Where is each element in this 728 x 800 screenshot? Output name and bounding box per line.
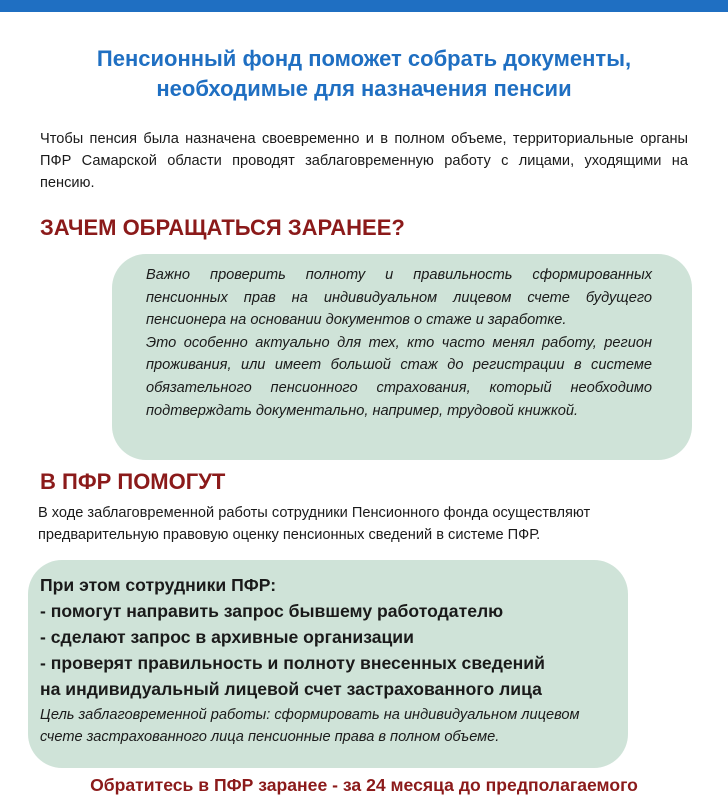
title-line-2: необходимые для назначения пенсии bbox=[156, 76, 572, 101]
staff-info-box bbox=[28, 560, 628, 768]
staff-item-employer-request: - помогут направить запрос бывшему работодателю bbox=[40, 601, 504, 621]
why-heading: ЗАЧЕМ ОБРАЩАТЬСЯ ЗАРАНЕЕ? bbox=[40, 215, 405, 240]
why-paragraph-1: Важно проверить полноту и правильность сформированных пенсионных прав на индивидуальном лицевом счете будущего пенсионера на основании документов о стаже и заработке. bbox=[146, 267, 652, 329]
staff-item-verify-data-cont: на индивидуальный лицевой счет застрахованного лица bbox=[40, 679, 542, 699]
help-heading: В ПФР ПОМОГУТ bbox=[40, 469, 226, 494]
top-banner-bar bbox=[0, 0, 728, 12]
goal-paragraph: Цель заблаговременной работы: сформировать на индивидуальном лицевом счете застрахованного лица пенсионные права в полном объеме. bbox=[40, 707, 580, 745]
intro-paragraph: Чтобы пенсия была назначена своевременно и в полном объеме, территориальные органы ПФР Самарской области проводят заблаговременную работу с лицами, уходящими на пенсию. bbox=[40, 131, 688, 191]
why-paragraph-2: Это особенно актуально для тех, кто часто менял работу, регион проживания, или имеет большой стаж до регистрации в системе обязательного пенсионного страхования, который необходимо подтверждать документально, например, трудовой книжкой. bbox=[146, 334, 652, 419]
staff-item-verify-data: - проверят правильность и полноту внесенных сведений bbox=[40, 653, 545, 673]
help-paragraph: В ходе заблаговременной работы сотрудники Пенсионного фонда осуществляют предварительную правовую оценку пенсионных сведений в системе ПФР. bbox=[38, 505, 591, 543]
page-title bbox=[20, 44, 708, 104]
title-line-1: Пенсионный фонд поможет собрать документы, bbox=[96, 46, 632, 71]
why-info-box bbox=[112, 254, 692, 460]
staff-item-archive-request: - сделают запрос в архивные организации bbox=[40, 627, 414, 647]
staff-intro: При этом сотрудники ПФР: bbox=[40, 575, 277, 595]
call-to-action: Обратитесь в ПФР заранее - за 24 месяца до предполагаемого bbox=[90, 775, 638, 795]
